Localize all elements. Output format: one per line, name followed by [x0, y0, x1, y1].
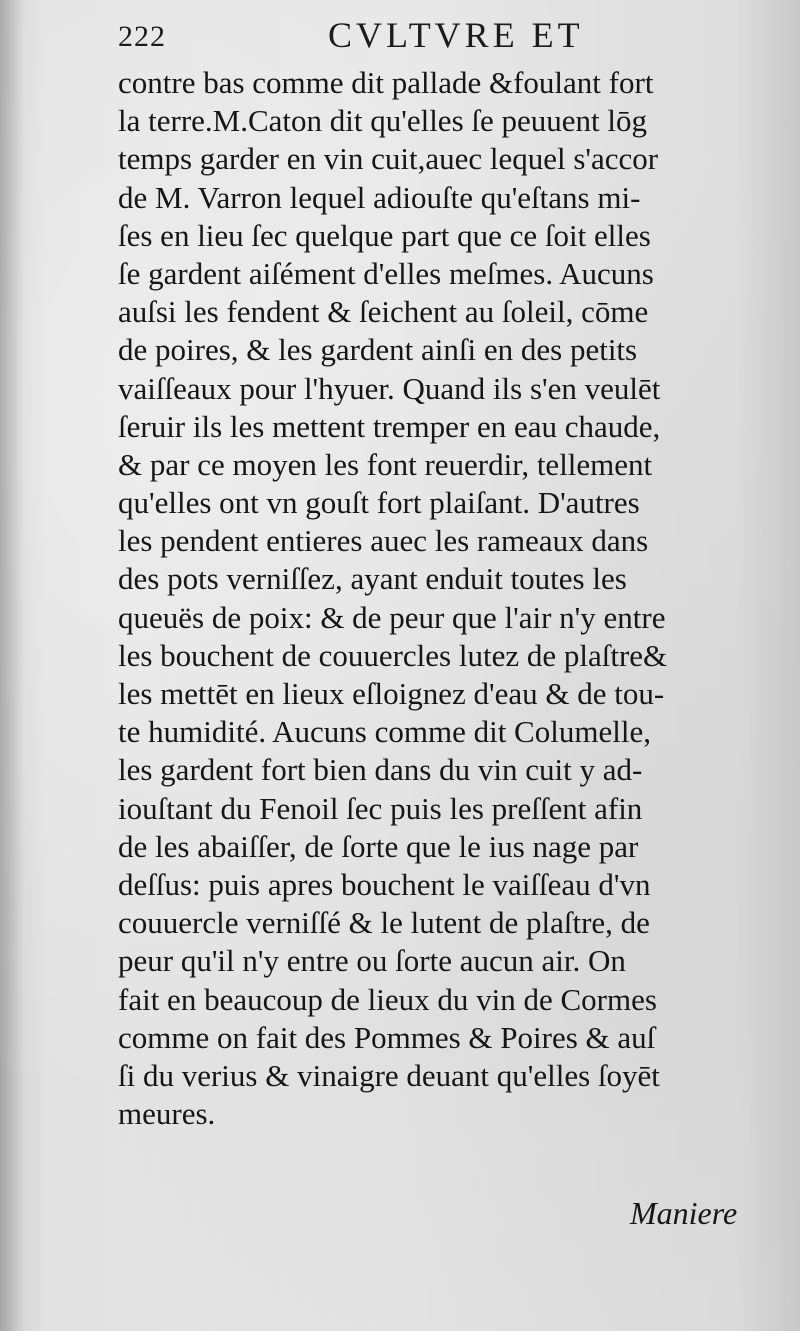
gutter-shadow — [0, 0, 24, 1331]
text-line: ſes en lieu ſec quelque part que ce ſoit elles — [118, 217, 651, 253]
text-line: queuës de poix: & de peur que l'air n'y entre — [118, 599, 666, 635]
text-line: de M. Varron lequel adiouſte qu'eſtans mi- — [118, 179, 641, 215]
text-line: qu'elles ont vn gouſt fort plaiſant. D'autres — [118, 485, 640, 521]
text-line: peur qu'il n'y entre ou ſorte aucun air. On — [118, 943, 626, 979]
text-line: comme on fait des Pommes & Poires & auſ — [118, 1019, 656, 1055]
catchword: Maniere — [630, 1195, 738, 1231]
text-line: couuercle verniſſé & le lutent de plaſtre, de — [118, 905, 650, 941]
text-line: auſsi les fendent & ſeichent au ſoleil, cōme — [118, 294, 649, 330]
text-line: ſeruir ils les mettent tremper en eau chaude, — [118, 408, 661, 444]
text-line: fait en beaucoup de lieux du vin de Cormes — [118, 981, 657, 1017]
text-line: ſe gardent aiſément d'elles meſmes. Aucuns — [118, 255, 654, 291]
text-line: contre bas comme dit pallade &foulant fort — [118, 65, 654, 100]
text-line: des pots verniſſez, ayant enduit toutes les — [118, 561, 627, 597]
text-line: les pendent entieres auec les rameaux dans — [118, 523, 649, 559]
text-line: la terre.M.Caton dit qu'elles ſe peuuent lōg — [118, 103, 647, 139]
text-line: te humidité. Aucuns comme dit Columelle, — [118, 714, 651, 750]
text-line: de les abaiſſer, de ſorte que le ius nage par — [118, 828, 639, 864]
text-line: temps garder en vin cuit,auec lequel s'accor — [118, 141, 659, 177]
text-line: les mettēt en lieux eſloignez d'eau & de tou- — [118, 676, 665, 711]
text-line: iouſtant du Fenoil ſec puis les preſſent afin — [118, 790, 643, 826]
text-line: ſi du verius & vinaigre deuant qu'elles ſoyēt — [118, 1057, 660, 1093]
text-line: les bouchent de couuercles lutez de plaſtre& — [118, 637, 668, 673]
page-number: 222 — [118, 20, 166, 53]
text-line: de poires, & les gardent ainſi en des petits — [118, 332, 638, 368]
text-line: & par ce moyen les font reuerdir, tellement — [118, 446, 653, 482]
text-line: deſſus: puis apres bouchent le vaiſſeau d'vn — [118, 866, 651, 902]
text-line: vaiſſeaux pour l'hyuer. Quand ils s'en veulēt — [118, 370, 661, 406]
running-head: CVLTVRE ET — [328, 15, 584, 55]
text-line: meures. — [118, 1096, 216, 1132]
page-header — [118, 14, 758, 58]
text-line: les gardent fort bien dans du vin cuit y ad- — [118, 752, 643, 788]
body-text — [118, 64, 758, 1133]
